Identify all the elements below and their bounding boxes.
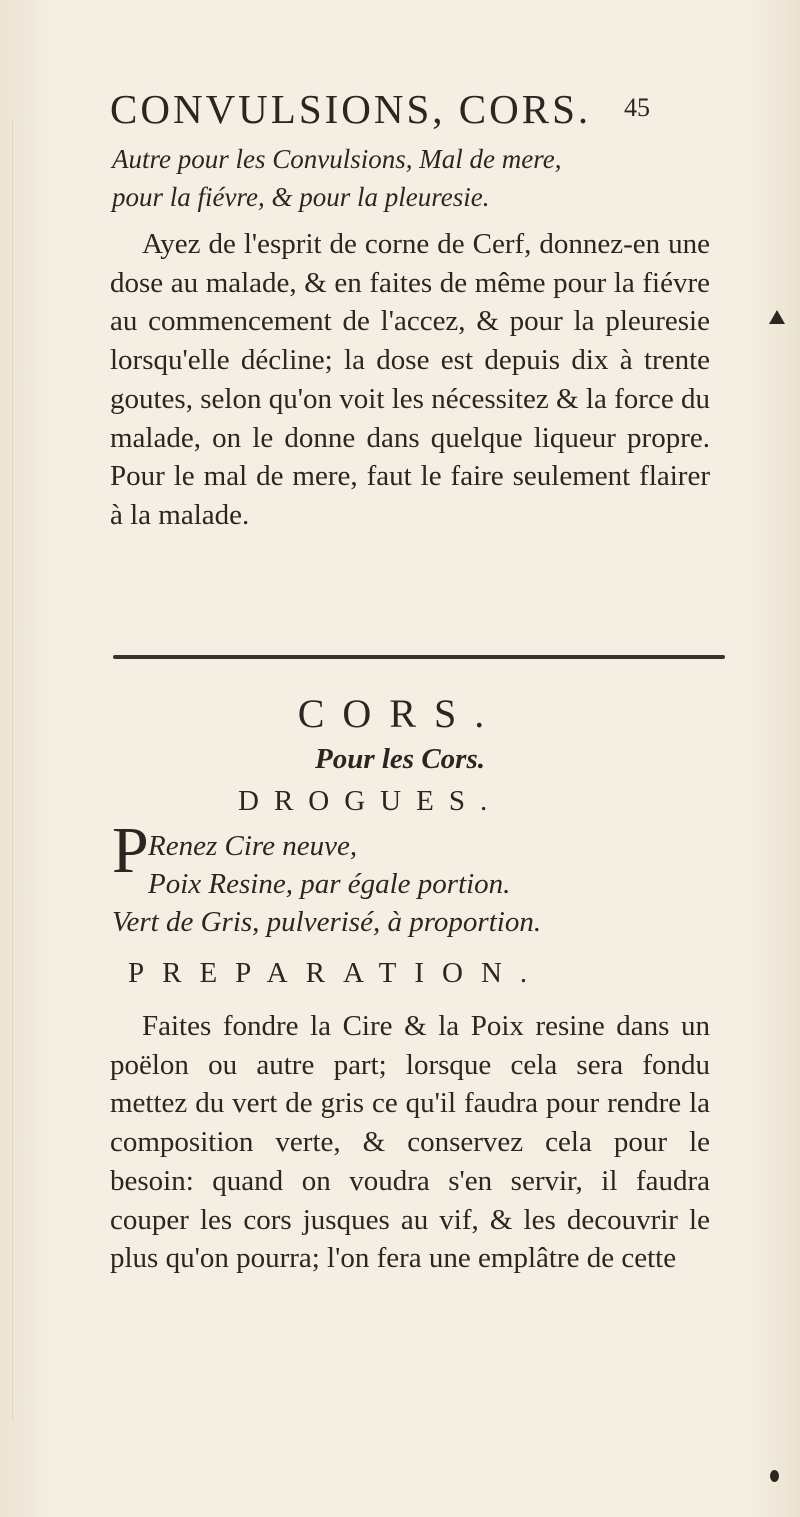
paragraph-text: Ayez de l'esprit de corne de Cerf, donnez-en une dose au malade, & en faites de même pour la fiévre au commencement de l'accez, & pour la pleuresie lorsqu'elle décline; la dose est depuis dix à trente goutes, selon qu'on voit les nécessitez & la force du malade, on le donne dans quelque liqueur propre. Pour le mal de mere, faut le faire seulement flairer à la malade. <box>110 228 710 531</box>
section-title: CORS. <box>297 691 503 736</box>
drugs-heading: DROGUES. <box>238 785 503 817</box>
page-number: 45 <box>624 93 650 122</box>
section-heading-line: pour la fiévre, & pour la pleuresie. <box>112 182 490 212</box>
section-heading-line: Autre pour les Convulsions, Mal de mere, <box>112 144 562 174</box>
drug-item <box>112 865 732 903</box>
section-subtitle: Pour les Cors. <box>314 743 485 775</box>
margin-mark <box>770 1470 779 1482</box>
convulsions-paragraph <box>110 225 710 535</box>
drugs-list <box>112 814 732 941</box>
drug-item <box>112 903 732 941</box>
margin-mark <box>769 310 785 324</box>
page-header <box>0 85 800 135</box>
paragraph-text: Faites fondre la Cire & la Poix resine dans un poëlon ou autre part; lorsque cela sera fondu mettez du vert de gris ce qu'il faudra pour rendre la composition verte, & conservez cela pour le besoin: quand on voudra s'en servir, il faudra couper les cors jusques au vif, & les decouvrir le plus qu'on pourra; l'on fera une emplâtre de cette <box>110 1010 710 1275</box>
drug-item-text: Vert de Gris, pulverisé, à proportion. <box>112 906 542 938</box>
preparation-paragraph <box>110 1007 710 1278</box>
drug-item-text: Poix Resine, par égale portion. <box>148 868 511 900</box>
drop-cap: P <box>112 814 149 887</box>
running-title: CONVULSIONS, CORS. <box>110 86 592 132</box>
preparation-heading: PREPARATION. <box>128 957 546 989</box>
drug-item-text: Renez Cire neuve, <box>148 830 358 862</box>
section-divider <box>113 655 725 659</box>
section-heading <box>112 140 732 216</box>
